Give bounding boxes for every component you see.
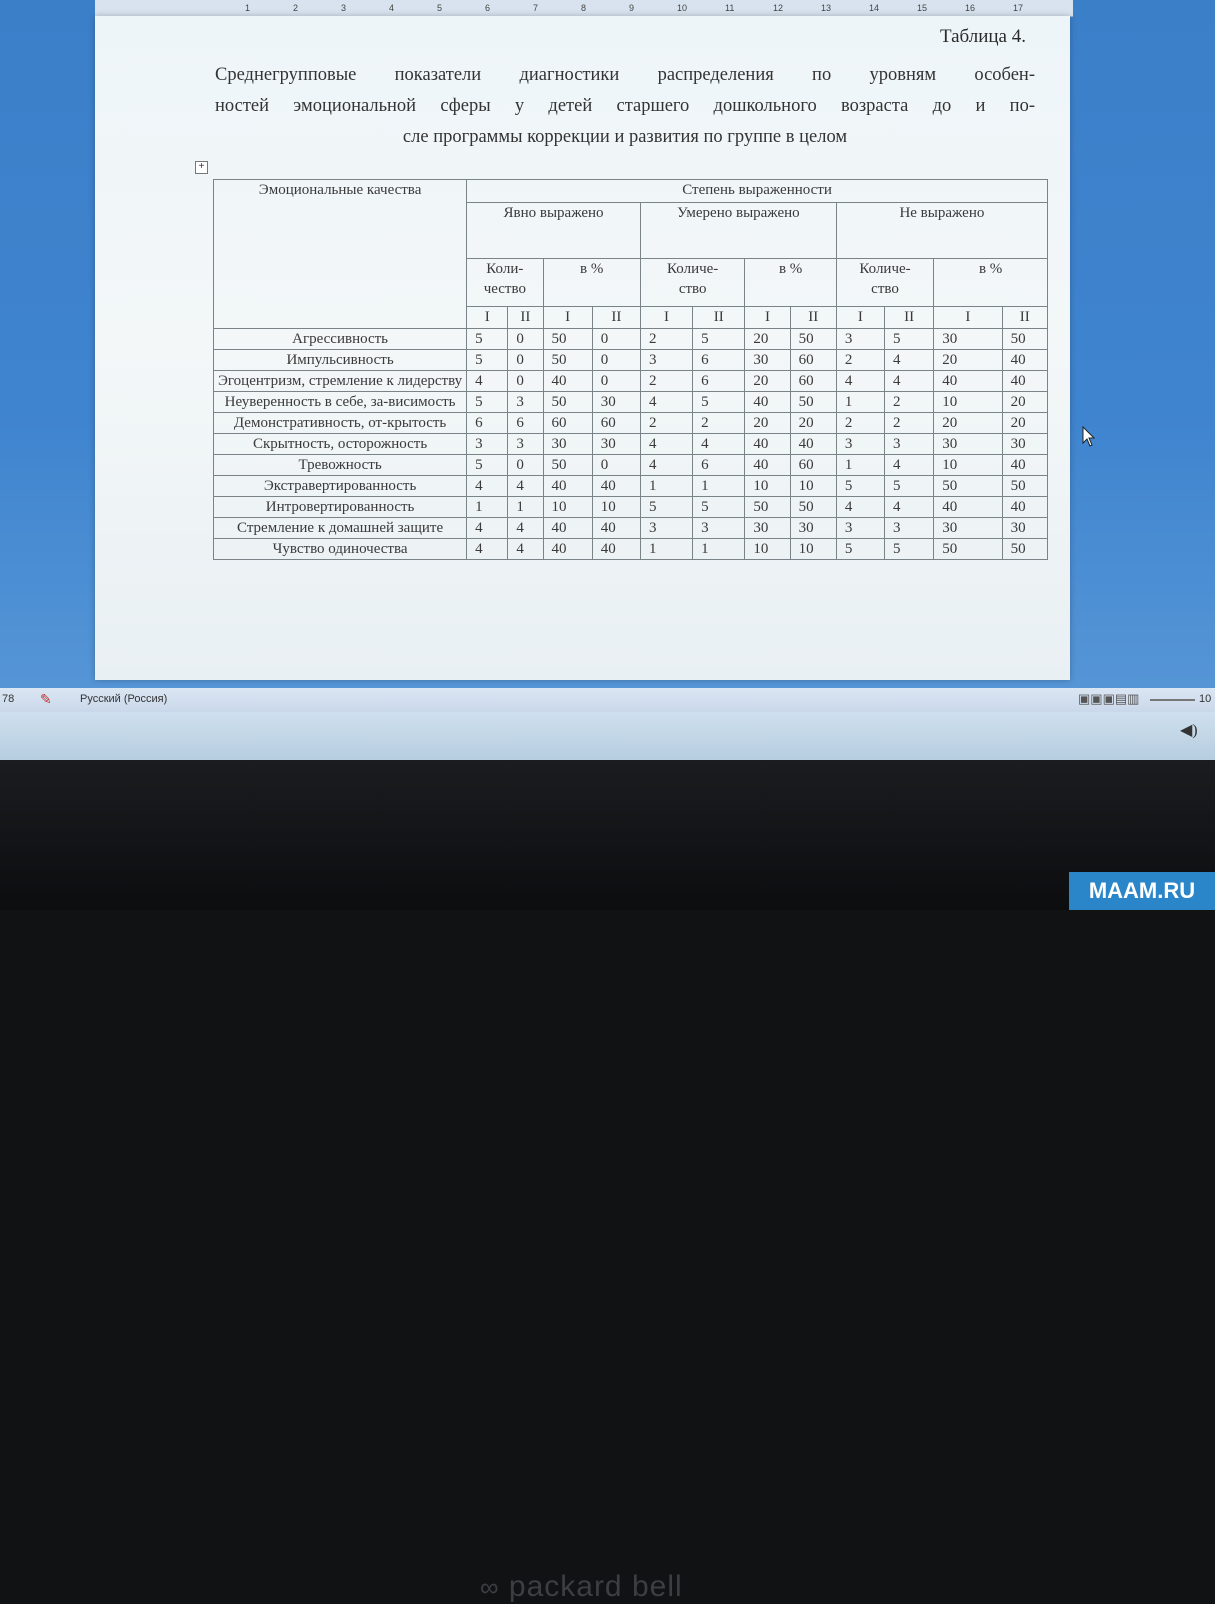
value-cell: 5	[693, 392, 745, 413]
value-cell: 10	[543, 497, 592, 518]
roman-header-cell: II	[885, 306, 934, 329]
value-cell: 2	[885, 392, 934, 413]
value-cell: 4	[467, 518, 508, 539]
quality-name-cell: Импульсивность	[214, 350, 467, 371]
value-cell: 4	[508, 476, 543, 497]
table-row	[214, 413, 1048, 434]
value-cell: 10	[745, 476, 790, 497]
value-cell: 40	[745, 434, 790, 455]
value-cell: 6	[693, 371, 745, 392]
ruler-tick: 8	[581, 3, 587, 13]
header-level-moderate: Умерено выражено	[640, 202, 836, 258]
value-cell: 50	[1002, 329, 1047, 350]
value-cell: 0	[508, 350, 543, 371]
value-cell: 5	[640, 497, 692, 518]
value-cell: 1	[508, 497, 543, 518]
table-move-handle-icon[interactable]: +	[195, 161, 208, 174]
value-cell: 50	[934, 476, 1002, 497]
quality-name-cell: Агрессивность	[214, 329, 467, 350]
quality-name-cell: Эгоцентризм, стремление к лидерству	[214, 371, 467, 392]
value-cell: 2	[885, 413, 934, 434]
header-qty-3	[836, 258, 933, 306]
value-cell: 5	[693, 497, 745, 518]
quality-name-cell: Тревожность	[214, 455, 467, 476]
roman-header-cell: II	[508, 306, 543, 329]
value-cell: 40	[543, 476, 592, 497]
value-cell: 40	[592, 539, 640, 560]
value-cell: 4	[508, 539, 543, 560]
table-row	[214, 329, 1048, 350]
value-cell: 30	[934, 329, 1002, 350]
value-cell: 6	[693, 350, 745, 371]
value-cell: 40	[745, 392, 790, 413]
table-row	[214, 455, 1048, 476]
header-quality: Эмоциональные качества	[214, 180, 467, 329]
table-row	[214, 539, 1048, 560]
value-cell: 30	[790, 518, 836, 539]
value-cell: 2	[836, 413, 884, 434]
value-cell: 2	[640, 371, 692, 392]
value-cell: 4	[467, 476, 508, 497]
value-cell: 0	[592, 455, 640, 476]
ruler-tick: 6	[485, 3, 491, 13]
table-row	[214, 434, 1048, 455]
value-cell: 1	[693, 539, 745, 560]
value-cell: 30	[934, 518, 1002, 539]
header-level-none: Не выражено	[836, 202, 1047, 258]
quality-name-cell: Неуверенность в себе, за-висимость	[214, 392, 467, 413]
quality-name-cell: Скрытность, осторожность	[214, 434, 467, 455]
value-cell: 40	[745, 455, 790, 476]
value-cell: 3	[836, 329, 884, 350]
value-cell: 50	[790, 392, 836, 413]
value-cell: 5	[693, 329, 745, 350]
value-cell: 1	[836, 392, 884, 413]
speaker-icon[interactable]: ◀)	[1180, 722, 1198, 739]
value-cell: 3	[640, 518, 692, 539]
value-cell: 50	[1002, 476, 1047, 497]
value-cell: 0	[508, 371, 543, 392]
value-cell: 4	[885, 455, 934, 476]
value-cell: 5	[467, 329, 508, 350]
quality-name-cell: Экстравертированность	[214, 476, 467, 497]
value-cell: 40	[934, 371, 1002, 392]
value-cell: 3	[508, 434, 543, 455]
value-cell: 40	[934, 497, 1002, 518]
value-cell: 3	[508, 392, 543, 413]
language-indicator[interactable]: Русский (Россия)	[80, 693, 168, 705]
status-bar	[0, 688, 1215, 712]
value-cell: 4	[640, 455, 692, 476]
roman-header-cell: I	[640, 306, 692, 329]
caption-line-3: сле программы коррекции и развития по группе в целом	[402, 127, 848, 147]
value-cell: 3	[640, 350, 692, 371]
value-cell: 1	[467, 497, 508, 518]
value-cell: 4	[836, 497, 884, 518]
brand-symbol-icon: ∞	[480, 1572, 500, 1602]
value-cell: 50	[1002, 539, 1047, 560]
ruler-tick: 3	[341, 3, 347, 13]
value-cell: 40	[592, 518, 640, 539]
value-cell: 5	[467, 392, 508, 413]
caption-line-2: ностей эмоциональной сферы у детей старшего дошкольного возраста до и по-	[215, 96, 1035, 116]
brand-name: packard bell	[508, 1570, 683, 1603]
roman-header-cell: I	[934, 306, 1002, 329]
value-cell: 20	[745, 371, 790, 392]
horizontal-ruler[interactable]	[95, 0, 1073, 17]
value-cell: 40	[543, 371, 592, 392]
value-cell: 5	[467, 350, 508, 371]
roman-header-cell: II	[592, 306, 640, 329]
value-cell: 4	[885, 350, 934, 371]
view-buttons[interactable]: ▣▣▣▤▥	[1078, 691, 1140, 706]
header-level-explicit: Явно выражено	[467, 202, 641, 258]
qty-label-a: Коли-	[486, 260, 524, 277]
header-pct-3: в %	[934, 258, 1048, 306]
value-cell: 0	[592, 371, 640, 392]
value-cell: 50	[543, 350, 592, 371]
value-cell: 1	[836, 455, 884, 476]
value-cell: 40	[1002, 497, 1047, 518]
watermark: MAAM.RU	[1069, 872, 1215, 910]
value-cell: 2	[836, 350, 884, 371]
value-cell: 60	[790, 371, 836, 392]
monitor-screen	[0, 0, 1215, 760]
page-count-fragment: 78	[2, 693, 15, 705]
value-cell: 4	[836, 371, 884, 392]
roman-header-cell: II	[1002, 306, 1047, 329]
qty-label-b: чество	[483, 280, 526, 297]
value-cell: 3	[885, 434, 934, 455]
value-cell: 4	[640, 434, 692, 455]
quality-name-cell: Стремление к домашней защите	[214, 518, 467, 539]
value-cell: 10	[934, 392, 1002, 413]
value-cell: 50	[543, 392, 592, 413]
ruler-tick: 1	[245, 3, 251, 13]
table-row	[214, 476, 1048, 497]
value-cell: 5	[885, 476, 934, 497]
roman-header-cell: I	[745, 306, 790, 329]
header-qty-1	[467, 258, 543, 306]
value-cell: 30	[543, 434, 592, 455]
value-cell: 50	[745, 497, 790, 518]
value-cell: 10	[592, 497, 640, 518]
value-cell: 30	[592, 434, 640, 455]
value-cell: 40	[543, 518, 592, 539]
value-cell: 40	[790, 434, 836, 455]
value-cell: 1	[693, 476, 745, 497]
header-qty-2	[640, 258, 744, 306]
value-cell: 50	[543, 329, 592, 350]
table-row	[214, 518, 1048, 539]
quality-name-cell: Демонстративность, от-крытость	[214, 413, 467, 434]
zoom-slider[interactable]	[1150, 699, 1195, 701]
ruler-tick: 17	[1013, 3, 1024, 13]
roman-header-cell: I	[467, 306, 508, 329]
caption-line-1: Среднегрупповые показатели диагностики распределения по уровням особен-	[215, 65, 1035, 85]
value-cell: 3	[467, 434, 508, 455]
value-cell: 20	[934, 413, 1002, 434]
value-cell: 2	[640, 329, 692, 350]
value-cell: 1	[640, 539, 692, 560]
ruler-tick: 14	[869, 3, 880, 13]
ruler-tick: 4	[389, 3, 395, 13]
value-cell: 2	[640, 413, 692, 434]
value-cell: 1	[640, 476, 692, 497]
value-cell: 0	[508, 329, 543, 350]
table-row	[214, 350, 1048, 371]
value-cell: 40	[592, 476, 640, 497]
value-cell: 50	[934, 539, 1002, 560]
header-pct-2: в %	[745, 258, 836, 306]
value-cell: 30	[1002, 518, 1047, 539]
value-cell: 10	[934, 455, 1002, 476]
qty-label-a: Количе-	[667, 260, 719, 277]
value-cell: 3	[836, 518, 884, 539]
ruler-tick: 16	[965, 3, 976, 13]
value-cell: 30	[745, 518, 790, 539]
value-cell: 10	[790, 476, 836, 497]
value-cell: 40	[1002, 350, 1047, 371]
value-cell: 20	[745, 413, 790, 434]
value-cell: 20	[1002, 392, 1047, 413]
value-cell: 4	[885, 371, 934, 392]
value-cell: 40	[1002, 455, 1047, 476]
value-cell: 20	[1002, 413, 1047, 434]
zoom-level-fragment: 10	[1199, 693, 1212, 705]
brand-logo	[480, 1570, 683, 1604]
value-cell: 0	[508, 455, 543, 476]
value-cell: 50	[543, 455, 592, 476]
value-cell: 5	[885, 539, 934, 560]
value-cell: 3	[693, 518, 745, 539]
roman-header-cell: I	[836, 306, 884, 329]
ruler-tick: 7	[533, 3, 539, 13]
value-cell: 2	[693, 413, 745, 434]
value-cell: 4	[693, 434, 745, 455]
value-cell: 4	[467, 539, 508, 560]
qty-label-b: ство	[871, 280, 899, 297]
monitor-bezel	[0, 760, 1215, 1603]
emotional-qualities-table	[213, 179, 1048, 560]
value-cell: 20	[745, 329, 790, 350]
value-cell: 50	[790, 497, 836, 518]
value-cell: 4	[508, 518, 543, 539]
value-cell: 5	[467, 455, 508, 476]
taskbar	[0, 712, 1215, 760]
value-cell: 5	[836, 539, 884, 560]
roman-header-cell: I	[543, 306, 592, 329]
roman-header-cell: II	[790, 306, 836, 329]
ruler-tick: 11	[725, 3, 735, 13]
value-cell: 5	[885, 329, 934, 350]
value-cell: 10	[790, 539, 836, 560]
value-cell: 60	[790, 455, 836, 476]
value-cell: 30	[1002, 434, 1047, 455]
mouse-cursor-icon	[1082, 426, 1096, 448]
value-cell: 40	[1002, 371, 1047, 392]
quality-name-cell: Чувство одиночества	[214, 539, 467, 560]
document-page[interactable]	[95, 16, 1070, 680]
quality-name-cell: Интровертированность	[214, 497, 467, 518]
ruler-tick: 5	[437, 3, 443, 13]
value-cell: 6	[508, 413, 543, 434]
table-row	[214, 392, 1048, 413]
value-cell: 3	[885, 518, 934, 539]
header-degree: Степень выраженности	[467, 180, 1048, 203]
ruler-tick: 2	[293, 3, 299, 13]
table-caption	[215, 60, 1035, 153]
value-cell: 20	[790, 413, 836, 434]
value-cell: 5	[836, 476, 884, 497]
ruler-tick: 9	[629, 3, 635, 13]
value-cell: 4	[640, 392, 692, 413]
value-cell: 6	[467, 413, 508, 434]
value-cell: 60	[543, 413, 592, 434]
ruler-tick: 15	[917, 3, 928, 13]
value-cell: 50	[790, 329, 836, 350]
value-cell: 3	[836, 434, 884, 455]
value-cell: 6	[693, 455, 745, 476]
value-cell: 20	[934, 350, 1002, 371]
spellcheck-icon[interactable]: ✎	[40, 691, 52, 707]
table-row	[214, 497, 1048, 518]
value-cell: 60	[790, 350, 836, 371]
value-cell: 30	[934, 434, 1002, 455]
value-cell: 60	[592, 413, 640, 434]
table-number: Таблица 4.	[939, 26, 1026, 47]
value-cell: 0	[592, 350, 640, 371]
ruler-tick: 13	[821, 3, 832, 13]
table-body	[214, 329, 1048, 560]
table-row	[214, 371, 1048, 392]
value-cell: 10	[745, 539, 790, 560]
header-pct-1: в %	[543, 258, 640, 306]
value-cell: 30	[592, 392, 640, 413]
roman-header-cell: II	[693, 306, 745, 329]
ruler-tick: 12	[773, 3, 784, 13]
ruler-tick: 10	[677, 3, 688, 13]
qty-label-b: ство	[678, 280, 707, 297]
value-cell: 40	[543, 539, 592, 560]
qty-label-a: Количе-	[859, 260, 911, 277]
value-cell: 4	[885, 497, 934, 518]
value-cell: 30	[745, 350, 790, 371]
value-cell: 4	[467, 371, 508, 392]
value-cell: 0	[592, 329, 640, 350]
